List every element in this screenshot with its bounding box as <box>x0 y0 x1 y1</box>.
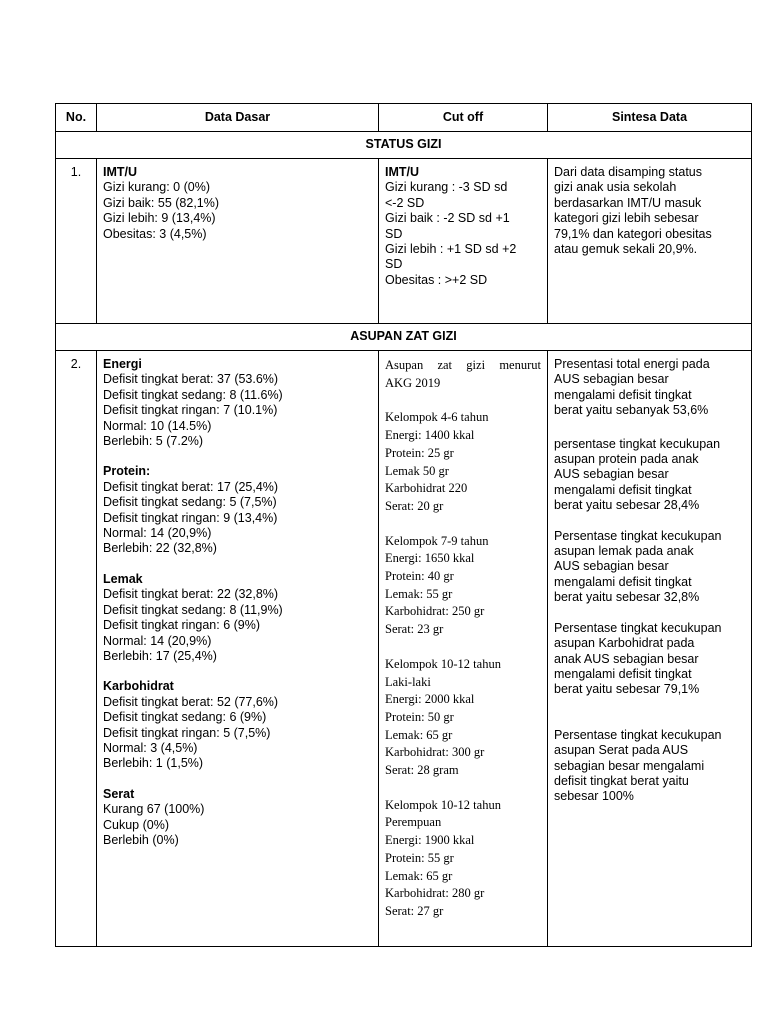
akg-line: Protein: 55 gr <box>385 850 454 865</box>
row1-cut-title: IMT/U <box>385 165 420 179</box>
sintesa-line: AUS sebagian besar <box>554 372 669 387</box>
sintesa-line: berat yaitu sebesar 79,1% <box>554 682 700 697</box>
nutrient-line: Defisit tingkat sedang: 5 (7,5%) <box>103 495 277 510</box>
sintesa-line: asupan Karbohidrat pada <box>554 636 695 651</box>
akg-line: Serat: 20 gr <box>385 498 444 513</box>
sintesa-line: defisit tingkat berat yaitu <box>554 773 689 788</box>
akg-line: Protein: 50 gr <box>385 709 454 724</box>
sintesa-line: Presentasi total energi pada <box>554 357 710 371</box>
akg-line: Karbohidrat 220 <box>385 481 468 496</box>
nutrient-title: Karbohidrat <box>103 679 174 694</box>
nutrient-line: Berlebih: 22 (32,8%) <box>103 541 217 556</box>
akg-group <box>385 409 541 515</box>
akg-line: Laki-laki <box>385 674 431 689</box>
sintesa-line: Persentase tingkat kecukupan <box>554 727 722 742</box>
text-line: berdasarkan IMT/U masuk <box>554 195 702 210</box>
nutrient-line: Normal: 3 (4,5%) <box>103 740 198 755</box>
akg-line: Karbohidrat: 280 gr <box>385 886 485 901</box>
nutrient-line: Defisit tingkat sedang: 6 (9%) <box>103 710 267 725</box>
nutrient-line: Berlebih: 1 (1,5%) <box>103 756 204 771</box>
sintesa-paragraph <box>554 529 745 606</box>
akg-line: Kelompok 10-12 tahun <box>385 797 501 812</box>
text-line: Gizi lebih: 9 (13,4%) <box>103 211 216 226</box>
nutrient-line: Berlebih (0%) <box>103 832 179 847</box>
section-title-asupan: ASUPAN ZAT GIZI <box>56 324 752 351</box>
nutrient-line: Defisit tingkat ringan: 9 (13,4%) <box>103 510 278 525</box>
sintesa-paragraph <box>554 621 745 698</box>
row2-cut-intro-line: AKG 2019 <box>385 375 441 390</box>
sintesa-line: berat yaitu sebesar 32,8% <box>554 590 700 605</box>
akg-line: Kelompok 10-12 tahun <box>385 656 501 671</box>
nutrient-line: Normal: 10 (14.5%) <box>103 418 212 433</box>
section-title-status-gizi: STATUS GIZI <box>56 132 752 159</box>
text-line: 79,1% dan kategori obesitas <box>554 226 712 241</box>
row1-data-lines <box>103 180 372 242</box>
text-line: Gizi lebih : +1 SD sd +2 <box>385 242 517 257</box>
akg-line: Karbohidrat: 250 gr <box>385 604 485 619</box>
text-line: Gizi baik: 55 (82,1%) <box>103 195 220 210</box>
akg-line: Serat: 23 gr <box>385 622 444 637</box>
akg-line: Protein: 25 gr <box>385 445 454 460</box>
text-line: Gizi kurang: 0 (0%) <box>103 180 210 195</box>
nutrient-line: Defisit tingkat ringan: 7 (10.1%) <box>103 403 278 418</box>
row2-cut-intro-line: Asupan zat gizi menurut <box>385 358 541 372</box>
nutrient-line: Defisit tingkat berat: 17 (25,4%) <box>103 479 279 494</box>
nutrient-line: Berlebih: 17 (25,4%) <box>103 648 217 663</box>
text-line: <-2 SD <box>385 195 425 210</box>
sintesa-line: mengalami defisit tingkat <box>554 387 692 402</box>
sintesa-paragraph <box>554 728 745 805</box>
akg-line: Kelompok 7-9 tahun <box>385 533 489 548</box>
sintesa-line: berat yaitu sebesar 28,4% <box>554 498 700 513</box>
row-number: 1. <box>56 159 97 324</box>
nutrient-line: Defisit tingkat ringan: 6 (9%) <box>103 618 261 633</box>
nutrient-line: Berlebih: 5 (7.2%) <box>103 434 204 449</box>
akg-line: Energi: 2000 kkal <box>385 692 475 707</box>
row2-sintesa-groups <box>554 357 745 805</box>
row1-data-dasar <box>97 159 379 324</box>
nutrient-title: Serat <box>103 786 135 801</box>
header-sintesa: Sintesa Data <box>548 104 752 132</box>
text-line: Dari data disamping status <box>554 165 702 179</box>
header-no: No. <box>56 104 97 132</box>
sintesa-line: asupan lemak pada anak <box>554 544 694 559</box>
nutrient-line: Defisit tingkat berat: 37 (53.6%) <box>103 372 279 387</box>
nutrient-title: Energi <box>103 357 142 371</box>
table-row-1 <box>56 159 752 324</box>
header-data-dasar: Data Dasar <box>97 104 379 132</box>
akg-line: Lemak: 65 gr <box>385 868 453 883</box>
nutrient-line: Defisit tingkat ringan: 5 (7,5%) <box>103 725 271 740</box>
text-line: SD <box>385 226 403 241</box>
nutrient-line: Defisit tingkat berat: 52 (77,6%) <box>103 694 279 709</box>
row-number: 2. <box>56 351 97 947</box>
row1-sintesa-lines <box>554 165 745 257</box>
sintesa-line: AUS sebagian besar <box>554 467 669 482</box>
sintesa-line: asupan Serat pada AUS <box>554 743 689 758</box>
akg-line: Perempuan <box>385 815 442 830</box>
row2-nutrient-groups <box>103 357 372 848</box>
nutrient-line: Kurang 67 (100%) <box>103 802 205 817</box>
sintesa-line: Persentase tingkat kecukupan <box>554 620 722 635</box>
sintesa-line: asupan protein pada anak <box>554 452 699 467</box>
akg-line: Protein: 40 gr <box>385 569 454 584</box>
akg-line: Energi: 1650 kkal <box>385 551 475 566</box>
akg-line: Lemak 50 gr <box>385 463 449 478</box>
sintesa-paragraph <box>554 357 745 419</box>
sintesa-line: mengalami defisit tingkat <box>554 666 692 681</box>
nutrient-line: Defisit tingkat sedang: 8 (11,9%) <box>103 602 283 617</box>
nutrient-line: Defisit tingkat berat: 22 (32,8%) <box>103 587 279 602</box>
akg-group <box>385 797 541 921</box>
akg-group <box>385 656 541 780</box>
row2-sintesa <box>548 351 752 947</box>
sintesa-line: persentase tingkat kecukupan <box>554 436 721 451</box>
nutrient-line: Normal: 14 (20,9%) <box>103 526 212 541</box>
sintesa-line: sebesar 100% <box>554 789 634 804</box>
row2-cut-off <box>379 351 548 947</box>
sintesa-line: anak AUS sebagian besar <box>554 651 699 666</box>
header-row <box>56 104 752 132</box>
akg-line: Karbohidrat: 300 gr <box>385 745 485 760</box>
nutrient-line: Normal: 14 (20,9%) <box>103 633 212 648</box>
row1-cut-lines <box>385 180 541 288</box>
sintesa-line: mengalami defisit tingkat <box>554 574 692 589</box>
text-line: Gizi kurang : -3 SD sd <box>385 180 508 195</box>
row2-cut-intro <box>385 357 541 392</box>
akg-line: Lemak: 55 gr <box>385 586 453 601</box>
row1-data-title: IMT/U <box>103 165 138 179</box>
header-cut-off: Cut off <box>379 104 548 132</box>
section-row-status-gizi <box>56 132 752 159</box>
sintesa-line: AUS sebagian besar <box>554 559 669 574</box>
nutrient-title: Lemak <box>103 571 143 586</box>
sintesa-line: berat yaitu sebanyak 53,6% <box>554 403 709 418</box>
akg-group <box>385 533 541 639</box>
akg-line: Serat: 27 gr <box>385 903 444 918</box>
nutrient-title: Protein: <box>103 464 151 479</box>
row2-akg-groups <box>385 392 541 920</box>
nutrition-table <box>55 103 752 947</box>
akg-line: Energi: 1900 kkal <box>385 833 475 848</box>
akg-line: Lemak: 65 gr <box>385 727 453 742</box>
text-line: kategori gizi lebih sebesar <box>554 211 699 226</box>
akg-line: Serat: 28 gram <box>385 763 459 778</box>
section-row-asupan <box>56 324 752 351</box>
akg-line: Kelompok 4-6 tahun <box>385 410 489 425</box>
text-line: Obesitas : >+2 SD <box>385 272 488 287</box>
text-line: Gizi baik : -2 SD sd +1 <box>385 211 510 226</box>
nutrient-line: Defisit tingkat sedang: 8 (11.6%) <box>103 387 283 402</box>
text-line: Obesitas: 3 (4,5%) <box>103 226 207 241</box>
sintesa-line: sebagian besar mengalami <box>554 758 705 773</box>
row1-sintesa <box>548 159 752 324</box>
sintesa-paragraph <box>554 437 745 514</box>
row1-cut-off <box>379 159 548 324</box>
table-row-2 <box>56 351 752 947</box>
text-line: SD <box>385 257 403 272</box>
sintesa-line: Persentase tingkat kecukupan <box>554 528 722 543</box>
text-line: gizi anak usia sekolah <box>554 180 677 195</box>
akg-line: Energi: 1400 kkal <box>385 428 475 443</box>
row2-data-dasar <box>97 351 379 947</box>
text-line: atau gemuk sekali 20,9%. <box>554 242 698 257</box>
sintesa-line: mengalami defisit tingkat <box>554 482 692 497</box>
nutrient-line: Cukup (0%) <box>103 817 169 832</box>
